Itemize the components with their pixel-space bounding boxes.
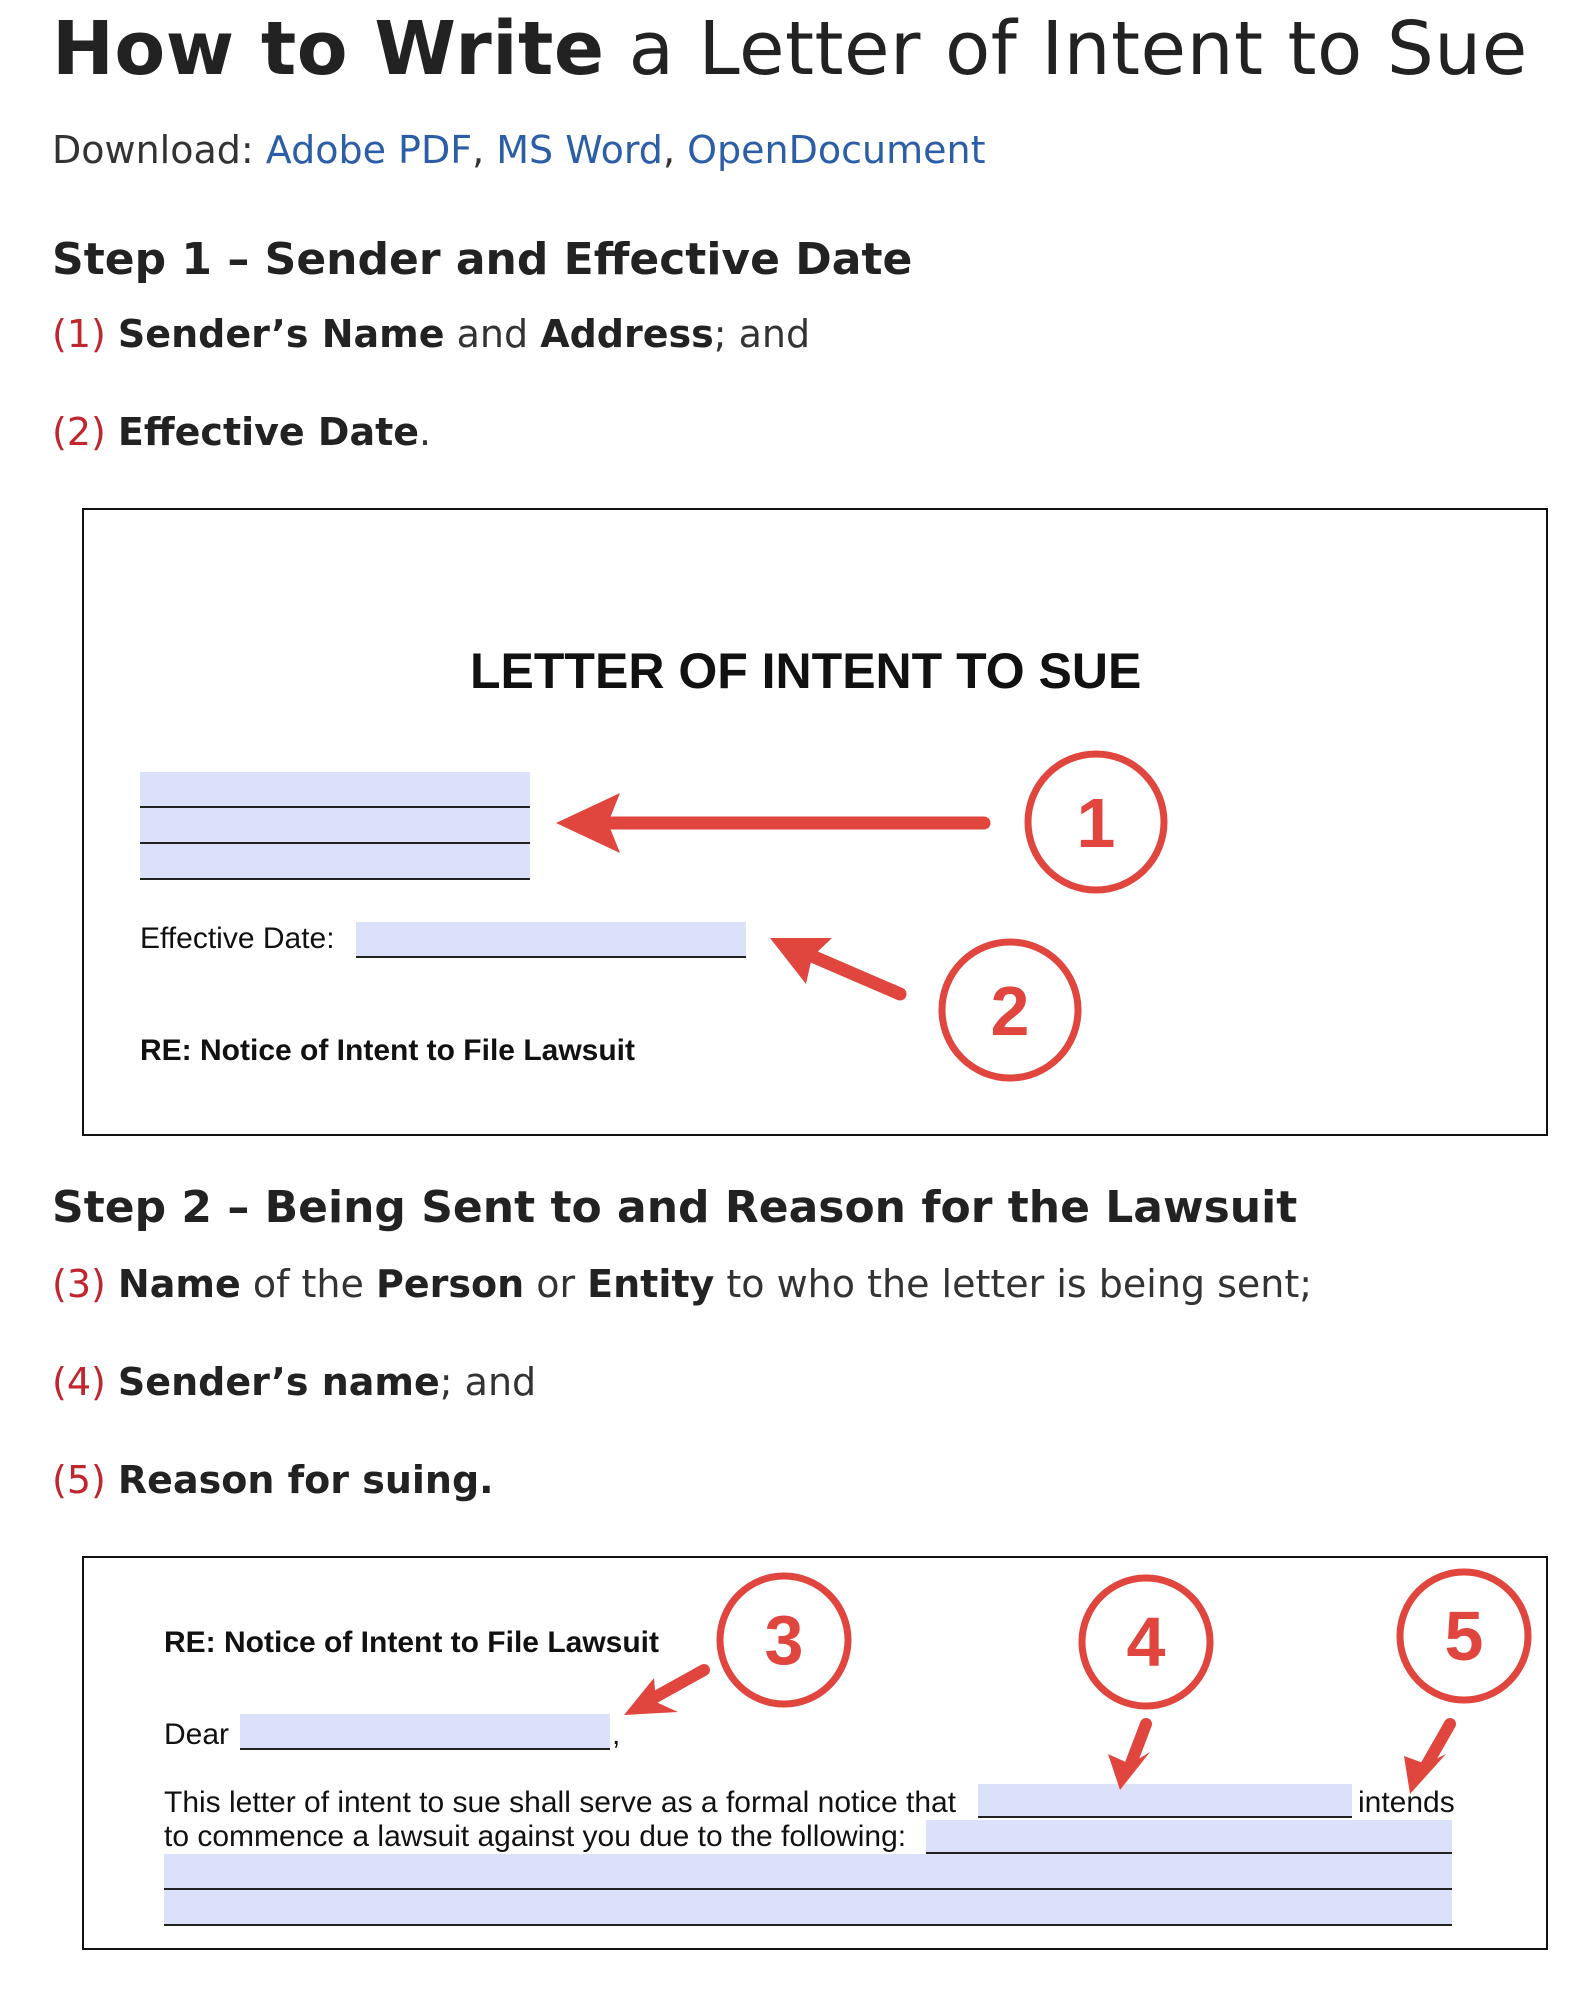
callout-3-number: 3 <box>764 1601 804 1679</box>
step-2-item-5 <box>52 1458 494 1502</box>
download-pdf-link[interactable]: Adobe PDF <box>265 128 473 172</box>
item-text: to who the letter is being sent; <box>714 1262 1313 1306</box>
arrow-3 <box>624 1670 704 1715</box>
download-word-link[interactable]: MS Word <box>496 128 663 172</box>
arrow-4 <box>1108 1724 1150 1790</box>
item-text: ; and <box>713 312 811 356</box>
step-1-item-2 <box>52 410 431 454</box>
item-text: or <box>524 1262 588 1306</box>
step-2-heading: Step 2 – Being Sent to and Reason for the Lawsuit <box>52 1182 1298 1233</box>
callout-overlay <box>84 510 1546 1134</box>
dear-label: Dear <box>164 1718 230 1751</box>
download-links <box>52 128 985 172</box>
arrow-1 <box>556 793 984 853</box>
item-text: and <box>444 312 541 356</box>
page-title-rest: a Letter of Intent to Sue <box>604 6 1528 92</box>
callout-1 <box>1028 754 1164 890</box>
callout-4 <box>1082 1578 1210 1706</box>
callout-5-number: 5 <box>1444 1597 1484 1675</box>
item-number: (1) <box>52 312 106 356</box>
step-2-form-image <box>82 1556 1548 1950</box>
item-bold-text: Reason for suing. <box>117 1458 494 1502</box>
item-number: (5) <box>52 1458 106 1502</box>
callout-1-number: 1 <box>1076 784 1116 862</box>
callout-4-number: 4 <box>1126 1603 1166 1681</box>
arrow-2 <box>770 938 900 994</box>
item-bold-text: Address <box>540 312 714 356</box>
callout-5 <box>1400 1572 1528 1700</box>
page-title-bold: How to Write <box>52 6 605 92</box>
callout-2-number: 2 <box>990 972 1030 1050</box>
item-number: (3) <box>52 1262 106 1306</box>
item-text: of the <box>240 1262 376 1306</box>
download-label: Download: <box>52 128 266 172</box>
re-label: RE: Notice of Intent to File Lawsuit <box>164 1626 659 1659</box>
form-title: LETTER OF INTENT TO SUE <box>470 643 1142 699</box>
download-opendocument-link[interactable]: OpenDocument <box>687 128 986 172</box>
item-number: (4) <box>52 1360 106 1404</box>
comma: , <box>612 1718 621 1751</box>
body-line-1: This letter of intent to sue shall serve as a formal notice that <box>164 1786 957 1819</box>
callout-overlay <box>84 1558 1546 1948</box>
body-line-2: to commence a lawsuit against you due to the following: <box>164 1820 907 1853</box>
item-text: . <box>419 410 432 454</box>
step-1-heading: Step 1 – Sender and Effective Date <box>52 234 913 285</box>
download-separator: , <box>472 128 497 172</box>
item-bold-text: Name <box>117 1262 241 1306</box>
item-text: ; and <box>439 1360 537 1404</box>
step-2-item-3 <box>52 1262 1312 1306</box>
step-2-item-4 <box>52 1360 536 1404</box>
download-separator: , <box>662 128 688 172</box>
re-label: RE: Notice of Intent to File Lawsuit <box>140 1034 635 1067</box>
step-1-form-image <box>82 508 1548 1136</box>
arrow-5 <box>1404 1724 1450 1794</box>
page-title <box>52 6 1528 92</box>
callout-3 <box>720 1576 848 1704</box>
callout-2 <box>942 942 1078 1078</box>
effective-date-label: Effective Date: <box>140 922 335 955</box>
item-bold-text: Entity <box>587 1262 715 1306</box>
item-bold-text: Sender’s name <box>117 1360 440 1404</box>
item-number: (2) <box>52 410 106 454</box>
step-1-item-1 <box>52 312 810 356</box>
item-bold-text: Sender’s Name <box>117 312 445 356</box>
intends-text: intends <box>1358 1786 1455 1819</box>
item-bold-text: Person <box>375 1262 525 1306</box>
item-bold-text: Effective Date <box>117 410 420 454</box>
